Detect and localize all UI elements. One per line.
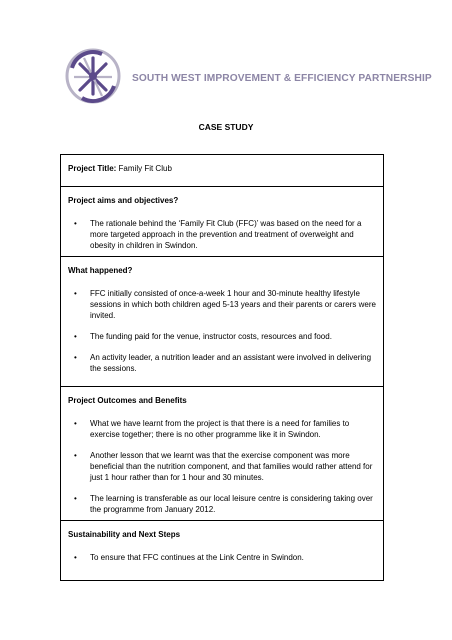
list-item xyxy=(68,288,376,321)
list-item-text: The funding paid for the venue, instructor costs, resources and food. xyxy=(90,332,332,341)
case-study-table xyxy=(60,154,384,581)
swiep-logo-icon xyxy=(62,46,124,106)
bullet-icon: • xyxy=(74,289,77,298)
project-title-value: Family Fit Club xyxy=(118,164,172,173)
bullet-icon: • xyxy=(74,451,77,460)
section-aims xyxy=(61,186,383,256)
section-sustainability xyxy=(61,520,383,580)
list-item-text: What we have learnt from the project is that there is a need for families to exercise together; there is no other programme like it in Swindon. xyxy=(90,419,350,439)
list-item xyxy=(68,493,376,515)
list-item xyxy=(68,218,376,251)
bullet-icon: • xyxy=(74,419,77,428)
bullet-icon: • xyxy=(74,332,77,341)
list-item-text: The learning is transferable as our local leisure centre is considering taking over the programme from January 2012. xyxy=(90,494,373,514)
header xyxy=(62,46,432,106)
section-heading: Project aims and objectives? xyxy=(68,196,179,205)
list-item-text: Another lesson that we learnt was that the exercise component was more beneficial than the nutrition component, and that families would rather attend for just 1 hour rather than for 1 hour and 30 minutes. xyxy=(90,451,373,482)
section-what-happened xyxy=(61,256,383,386)
bullet-list xyxy=(68,288,376,374)
org-name: SOUTH WEST IMPROVEMENT & EFFICIENCY PARTNERSHIP xyxy=(132,73,432,84)
bullet-icon: • xyxy=(74,553,77,562)
list-item-text: The rationale behind the ‘Family Fit Club (FFC)’ was based on the need for a more targeted approach in the prevention and treatment of overweight and obesity in children in Swindon. xyxy=(90,219,362,250)
bullet-icon: • xyxy=(74,219,77,228)
list-item xyxy=(68,331,376,342)
bullet-icon: • xyxy=(74,353,77,362)
list-item xyxy=(68,450,376,483)
list-item-text: FFC initially consisted of once-a-week 1 hour and 30-minute healthy lifestyle sessions in which both children aged 5-13 years and their parents or carers were invited. xyxy=(90,289,376,320)
section-heading: Project Outcomes and Benefits xyxy=(68,396,187,405)
document-title: CASE STUDY xyxy=(198,122,254,132)
project-title-row xyxy=(61,155,383,186)
list-item xyxy=(68,418,376,440)
bullet-icon: • xyxy=(74,494,77,503)
section-heading: Sustainability and Next Steps xyxy=(68,530,181,539)
section-heading: What happened? xyxy=(68,266,133,275)
project-title-label: Project Title: xyxy=(68,164,117,173)
bullet-list xyxy=(68,218,376,251)
list-item xyxy=(68,552,376,563)
list-item xyxy=(68,352,376,374)
section-outcomes xyxy=(61,386,383,520)
list-item-text: To ensure that FFC continues at the Link Centre in Swindon. xyxy=(90,553,304,562)
list-item-text: An activity leader, a nutrition leader and an assistant were involved in delivering the sessions. xyxy=(90,353,372,373)
bullet-list xyxy=(68,552,376,563)
bullet-list xyxy=(68,418,376,515)
